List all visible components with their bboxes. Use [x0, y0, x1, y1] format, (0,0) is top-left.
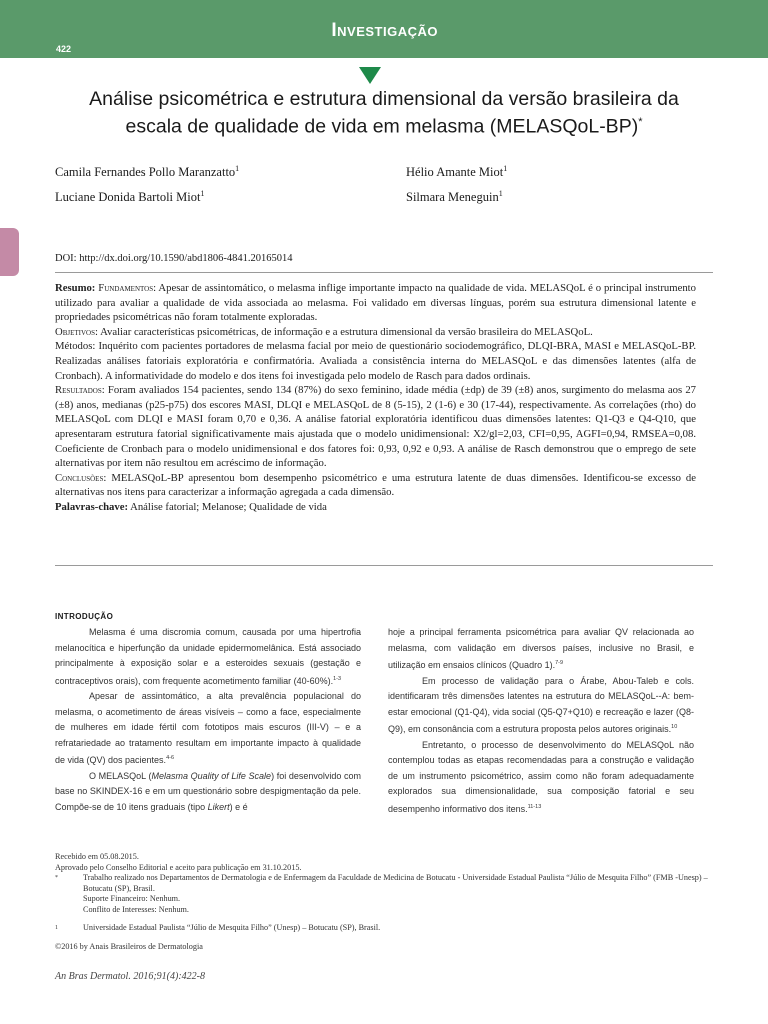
abstract-resultados: Resultados: Foram avaliados 154 pacientes, sendo 134 (87%) do sexo feminino, idade média (±dp) de 39 (±8) anos, surgimento do melasma aos 27 (±8) anos, medianas (p25-p75) dos escores MASI, DLQI e MELASQoL de 8 (5-15), 2 (1-6) e 30 (17-44), respectivamente. As correlações (rho) do MELASQoL com DLQI e MASI foram 0,70 e 0,36. A análise fatorial exploratória identificou duas dimensões latentes: Q1-Q3 e Q4-Q10, que apresentaram estrutura fatorial significativamente mais ajustada que o modelo unidimensional: X2/gl=2,03, CFI=0,95, AGFI=0,94, RMSEA=0,08. Coeficiente de Cronbach para o modelo unidimensional e dos fatores foi: 0,93, 0,92 e 0,93. A análise de Rasch demonstrou que o emprego de sete alternativas por item não resultou em acréscimo de informação. — [55, 384, 697, 470]
abstract-conclusoes: Conclusões: MELASQoL-BP apresentou bom desempenho psicométrico e uma estrutura latente de duas dimensões. Identificou-se excesso de alternativas nos itens para caracterizar a informação agregada a cada dimensão. — [55, 471, 697, 499]
copyright: ©2016 by Anais Brasileiros de Dermatologia — [55, 941, 203, 951]
body-column-right — [388, 625, 694, 817]
authors-left — [55, 158, 239, 208]
abstract-metodos: Métodos: Inquérito com pacientes portadores de melasma facial por meio de questionário sociodemográfico, DLQI-BRA, MASI e MELASQoL-BP. Realizadas análises fatoriais exploratória e confirmatória. Avaliada a consistência interna do MELASQoL e das dimensões latentes (alfa de Cronbach). A informatividade do modelo e dos itens foi investigada pelo modelo de Rasch para dados ordinais. — [55, 340, 696, 382]
divider-top — [55, 272, 713, 273]
author: Hélio Amante Miot$^1$ — [406, 164, 508, 180]
paragraph: O MELASQoL (Melasma Quality of Life Scale) foi desenvolvido com base no SKINDEX-16 e em um questionário sobre despigmentação da pele. Compõe-se de 10 itens graduais (tipo Likert) e é — [55, 770, 362, 812]
author: Luciane Donida Bartoli Miot$^1$ — [55, 189, 205, 205]
footnote-star: * Trabalho realizado nos Departamentos de Dermatologia e de Enfermagem da Faculdade de Medicina de Botucatu - Universidade Estadual Paulista “Júlio de Mesquita Filho” (FMB -Unesp) – Botucatu (SP), Brasil. Suporte Financeiro: Nenhum. Conflito de Interesses: Nenhum. — [55, 873, 708, 914]
section-marker-triangle — [359, 67, 381, 84]
title-footnote-mark: * — [638, 116, 643, 128]
article-notes — [55, 852, 715, 952]
paragraph: Melasma é uma discromia comum, causada por uma hipertrofia melanocítica e hiperfunção da unidade epidermomelânica. Está associado principalmente à exposição solar e a esteroides sexuais (gestação e contraceptivos orais), com frequente acometimento familiar (40-60%).$^{1-3}$ — [55, 627, 361, 686]
footnote-1: 1 Universidade Estadual Paulista “Júlio de Mesquita Filho” (Unesp) – Botucatu (SP), Brasil. — [55, 923, 381, 932]
side-tab — [0, 228, 19, 276]
author: Camila Fernandes Pollo Maranzatto$^1$ — [55, 164, 240, 180]
received-date: Recebido em 05.08.2015. — [55, 852, 139, 861]
section-title: Investigação — [331, 20, 438, 41]
paragraph: Em processo de validação para o Árabe, Abou-Taleb e cols. identificaram três dimensões latentes na estrutura do MELASQoL--A: bem-estar emocional (Q1-Q4), vida social (Q5-Q7+Q10) e recreação e lazer (Q8-Q9), em consonância com a estrutura proposta pelos autores originais.$^{10}$ — [388, 675, 694, 734]
body-column-left — [55, 625, 361, 815]
paragraph: Entretanto, o processo de desenvolvimento do MELASQoL não contemplou todas as etapas recomendadas para a construção e validação de um instrumento psicométrico, assim como não foram adequadamente explorados sua dimensionalidade, sua composição fatorial e seu desempenho informativo dos itens.$^{11-13}$ — [388, 739, 694, 814]
abstract-objetivos: Objetivos: Avaliar características psicométricas, de informação e a estrutura dimensional da versão brasileira do MELASQoL. — [55, 325, 593, 338]
authors-right — [406, 158, 507, 208]
paragraph: hoje a principal ferramenta psicométrica para avaliar QV relacionada ao melasma, com validação em diversos países, inclusive no Brasil, e utilização em ensaios clínicos (Quadro 1).$^{7-9}$ — [388, 627, 694, 670]
article-title: Análise psicométrica e estrutura dimensional da versão brasileira da escala de qualidade de vida em melasma (MELASQoL-BP)* — [89, 88, 679, 138]
abstract-fundamentos: Resumo: Fundamentos: Apesar de assintomático, o melasma inflige importante impacto na qualidade de vida. MELASQoL é o principal instrumento utilizado para avaliar a qualidade de vida associada ao melasma. Foi validado em diversas línguas, porém sua estrutura dimensional latente e propriedades psicométricas não foram totalmente exploradas. — [55, 282, 696, 324]
approved-date: Aprovado pelo Conselho Editorial e aceito para publicação em 31.10.2015. — [55, 862, 302, 872]
paragraph: Apesar de assintomático, a alta prevalência populacional do melasma, o acometimento de áreas visíveis – como a face, especialmente de mulheres em idade fértil com fototipos mais escuros (III-V) – e a refratariedade ao tratamento resultam em importante impacto à qualidade de vida (QV) dos pacientes.$^{4-6}$ — [55, 691, 361, 765]
journal-citation: An Bras Dermatol. 2016;91(4):422-8 — [55, 971, 205, 982]
section-heading: INTRODUÇÃO — [55, 612, 114, 621]
divider-abstract — [55, 565, 713, 566]
author: Silmara Meneguin$^1$ — [406, 189, 503, 205]
keywords: Palavras-chave: Análise fatorial; Melanose; Qualidade de vida — [55, 500, 327, 513]
doi-link[interactable]: DOI: http://dx.doi.org/10.1590/abd1806-4841.20165014 — [55, 253, 293, 264]
abstract — [55, 281, 696, 515]
page-number: 422 — [56, 44, 72, 54]
